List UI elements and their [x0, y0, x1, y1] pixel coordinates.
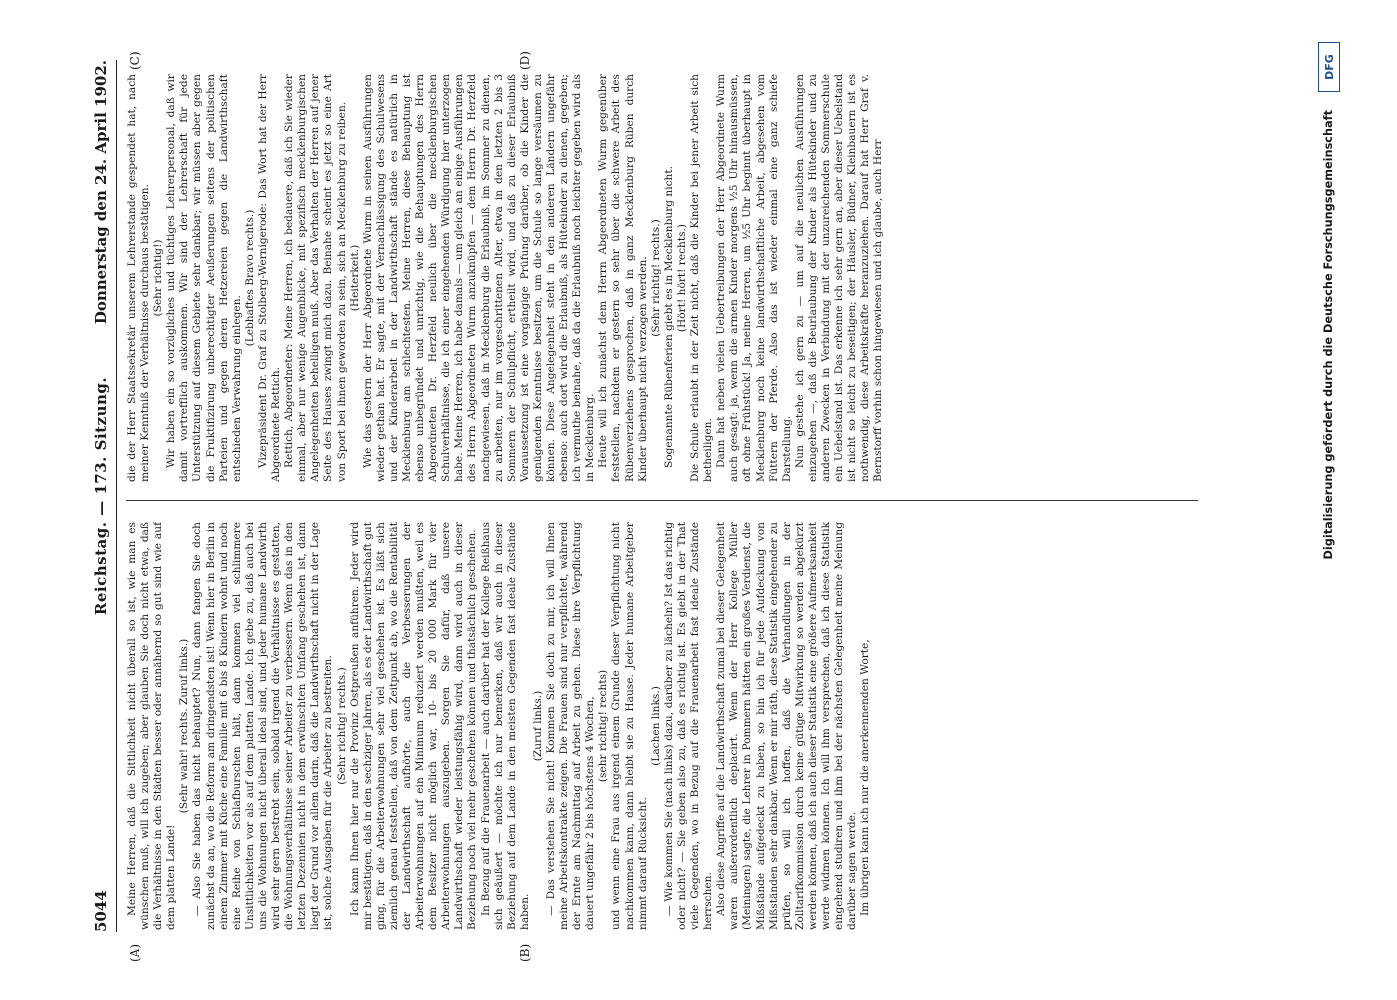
- newspaper-page: [48, 30, 1348, 970]
- stage-direction: (Hört! hört! rechts.): [675, 223, 688, 333]
- session-date: Donnerstag den 24. April 1902.: [92, 60, 110, 325]
- stage-direction: (Zuruf links.): [531, 690, 544, 762]
- stage-direction: (Sehr wahr! rechts. Zuruf links.): [178, 638, 191, 814]
- paragraph: — Wie kommen Sie (nach links) dazu, darüber zu lächeln? Ist das richtig oder nicht? — Sie geben also zu, daß es richtig ist. Es giebt in der That viele Gegenden, wo in Bezug auf die Frauenarbeit fast ideale Zustände herrschen.: [662, 522, 715, 930]
- margin-marker-b: (B): [518, 943, 532, 962]
- paragraph: die der Herr Staatssekretär unserem Lehrerstande gespendet hat, nach meiner Kenntniß der Verhältnisse durchaus bestätigen.: [126, 74, 152, 482]
- paragraph: Meine Herren, daß die Sittlichkeit nicht überall so ist, wie man es wünschen muß, will ich zugeben; aber glauben Sie doch nicht etwa, daß die Verhältnisse in den Städten besser oder annähernd so gut sind wie auf dem platten Lande!: [126, 522, 178, 930]
- digitization-credit-bar: [1316, 30, 1344, 970]
- page-header: [88, 60, 117, 932]
- paragraph: Dann hat neben vielen Uebertreibungen der Herr Abgeordnete Wurm auch gesagt: ja, wenn die armen Kinder morgens ½5 Uhr hinausmüssen, oft ohne Frühstück! Ja, meine Herren, um ½5 Uhr beginnt überhaupt in Mecklenburg noch keine landwirthschaftliche Arbeit, abgesehen vom Füttern der Pferde. Also das ist wieder einmal eine ganz schiefe Darstellung.: [715, 74, 793, 482]
- paragraph: Ich kann Ihnen hier nur die Provinz Ostpreußen anführen. Jeder wird mir bestätigen, daß in den sechziger Jahren, als es der Landwirthschaft gut ging, für die Arbeiterwohnungen sehr viel geschehen ist. Es läßt sich ziemlich genau feststellen, daß von dem Zeitpunkt ab, wo die Rentabilität der Landwirthschaft aufhörte, auch die Verbesserungen der Arbeiterwohnungen auf ein Minimum reduziert werden mußten, weil es dem Besitzer nicht möglich war, 10- bis 20 000 Mark für vier Arbeiterwohnungen auszugeben. Sorgen Sie dafür, daß unsere Landwirthschaft wieder leistungsfähig wird, dann wird auch in dieser Beziehung noch viel mehr geschehen können und thatsächlich geschehen.: [348, 522, 479, 930]
- stage-direction: (Lebhaftes Bravo rechts.): [243, 209, 256, 347]
- stage-direction: (Sehr richtig! rechts.): [649, 219, 662, 337]
- paragraph: — Das verstehen Sie nicht! Kommen Sie doch zu mir, ich will Ihnen meine Arbeitskontrakte zeigen. Die Frauen sind nur verpflichtet, während der Ernte am Nachmittag auf Arbeit zu gehen. Diese ihre Verpflichtung dauert ungefähr 2 bis höchstens 4 Wochen,: [545, 522, 597, 930]
- dfg-credit-text: Digitalisierung gefördert durch die Deutsche Forschungsgemeinschaft: [1322, 110, 1335, 560]
- paragraph: Wir haben ein so vorzügliches und tüchtiges Lehrerpersonal, daß wir damit vortrefflich auskommen. Wir sind der Lehrerschaft für jede Unterstützung auf diesem Gebiete sehr dankbar; wir müssen aber gegen die Fruktifizirung unberechtigter Aeußerungen seitens der politischen Parteien und gegen deren Hetzereien gegen die Landwirthschaft entschieden Verwahrung einlegen.: [165, 74, 243, 482]
- paragraph: — Also Sie haben das nicht behauptet? Nun, dann fangen Sie doch zunächst da an, wo die Reform am dringendsten ist! Wenn hier in Berlin in einem Zimmer mit Küche eine Familie mit 6 bis 8 Kindern wohnt und noch eine Reihe von Schlafburschen hält, dann kommen viel schlimmere Unsittlichkeiten vor als auf dem platten Lande. Ich gebe zu, daß auch bei uns die Wohnungen nicht überall ideal sind, und jeder humane Landwirth wird sehr gern bestrebt sein, sobald irgend die Verhältnisse es gestatten, die Wohnungsverhältnisse seiner Arbeiter zu verbessern. Wenn das in den letzten Dezennien nicht in dem erwünschten Umfang geschehen ist, dann liegt der Grund vor allem darin, daß die Landwirthschaft nicht in der Lage ist, solche Ausgaben für die Arbeiter zu bestreiten.: [191, 522, 335, 930]
- paragraph: Rettich, Abgeordneter: Meine Herren, ich bedauere, daß ich Sie wieder einmal, aber nur wenige Augenblicke, mit spezifisch mecklenburgischen Angelegenheiten behelligen muß. Aber das Verhalten der Herren auf jener Seite des Hauses zwingt mich dazu. Beinahe scheint es jetzt so eine Art von Sport bei ihnen geworden zu sein, sich an Mecklenburg zu reiben.: [283, 74, 348, 482]
- session-title: Reichstag. — 173. Sitzung.: [92, 376, 110, 616]
- right-text-column: [126, 74, 1198, 482]
- dfg-logo: DFG: [1318, 42, 1340, 92]
- stage-direction: (Lachen links.): [649, 686, 662, 766]
- margin-marker-d: (D): [518, 51, 532, 70]
- stage-direction: (sehr richtig! rechts): [597, 669, 610, 783]
- paragraph: Die Schule erlaubt in der Zeit nicht, daß die Kinder bei jener Arbeit sich betheiligen.: [689, 74, 715, 482]
- paragraph: Nun gestehe ich gern zu — um auf die neulichen Ausführungen einzugehen —, daß die Beurlaubung der Kinder als Hütekinder und zu anderen Zwecken in Verbindung mit der unzureichenden Sommerschule ein Uebelstand ist. Das erkenne ich sehr gern an, aber dieser Uebelstand ist nicht so leicht zu beseitigen; der Häusler, Büdner, Kleinbauern ist es nothwendig, diese Arbeitskräfte heranzuziehen. Darauf hat Herr Graf v. Bernstorff vorhin schon hingewiesen und ich glaube, auch Herr: [793, 74, 885, 482]
- margin-marker-a: (A): [128, 943, 142, 962]
- stage-direction: (Sehr richtig! rechts.): [335, 667, 348, 785]
- left-text-column: [126, 522, 1198, 930]
- paragraph: In Bezug auf die Frauenarbeit — auch darüber hat der Kollege Reißhaus sich geäußert — möchte ich nur bemerken, daß wir auch in dieser Beziehung auf dem Lande in den meisten Gegenden fast ideale Zustände haben.: [479, 522, 531, 930]
- paragraph: Also diese Angriffe auf die Landwirthschaft zumal bei dieser Gelegenheit waren außerordentlich deplacirt. Wenn der Herr Kollege Müller (Meiningen) sagte, die Lehrer in Pommern hätten ein großes Verdienst, die Mißstände aufgedeckt zu haben, so bin ich für jede Aufdeckung von Mißständen sehr dankbar. Wenn er mir räth, diese Statistik eingehender zu prüfen, so will ich hoffen, daß die Verhandlungen in der Zolltarifkommission durch keine gütige Mitwirkung so werden abgekürzt werden können, daß ich auch dieser Statistik eine größere Aufmerksamkeit werde widmen können. Ich will ihm versprechen, daß ich diese Statistik eingehend studiren und ihm bei der nächsten Gelegenheit meine Meinung darüber sagen werde.: [715, 522, 859, 930]
- margin-marker-c: (C): [128, 51, 142, 70]
- paragraph: Vizepräsident Dr. Graf zu Stolberg-Wernigerode: Das Wort hat der Herr Abgeordnete Rettich.: [256, 74, 283, 482]
- page-number: 5044: [92, 890, 110, 932]
- paragraph: Im übrigen kann ich nur die anerkennenden Worte,: [859, 639, 872, 916]
- paragraph: Heute will ich zunächst dem Herrn Abgeordneten Wurm gegenüber feststellen, nachdem er gestern so sehr über die schwere Arbeit des Rübenverziehens gesprochen, daß in ganz Mecklenburg Rüben durch Kinder überhaupt nicht verzogen werden.: [597, 74, 649, 482]
- paragraph: Wie das gestern der Herr Abgeordnete Wurm in seinen Ausführungen wieder gethan hat. Er sagte, mit der Vernachlässigung des Schulwesens und der Kinderarbeit in der Landwirthschaft stände es natürlich in Mecklenburg am schlechtesten. Meine Herren, diese Behauptung ist ebenso unbegründet und unrichtig, wie die Behauptungen des Herrn Abgeordneten Dr. Herzfeld neulich über die mecklenburgischen Schulverhältnisse, die ich einer eingehenden Würdigung hier unterzogen habe. Meine Herren, ich habe damals — um gleich an einige Ausführungen des Herrn Abgeordneten Wurm anzuknüpfen — dem Herrn Dr. Herzfeld nachgewiesen, daß in Mecklenburg die Erlaubniß, im Sommer zu dienen, zu arbeiten, nur im vorgeschrittenen Alter, etwa in den letzten 2 bis 3 Sommern der Schulpflicht, ertheilt wird, und daß zu dieser Erlaubniß Voraussetzung ist eine vorgängige Prüfung darüber, ob die Kinder die genügenden Kenntnisse besitzen, um die Schule so lange versäumen zu können. Diese Angelegenheit steht in den anderen Ländern ungefähr ebenso: auch dort wird die Erlaubniß, als Hütekinder zu dienen, gegeben; ich vermuthe beinahe, daß da die Erlaubniß noch leichter gegeben wird als in Mecklenburg.: [361, 74, 597, 482]
- paragraph: und wenn eine Frau aus irgend einem Grunde dieser Verpflichtung nicht nachkommen kann, dann bleibt sie zu Hause. Jeder humane Arbeitgeber nimmt darauf Rücksicht.: [610, 522, 649, 930]
- paragraph: Sogenannte Rübenferien giebt es in Mecklenburg nicht.: [662, 166, 675, 468]
- stage-direction: (Sehr richtig!): [152, 239, 165, 317]
- stage-direction: (Heiterkeit.): [348, 244, 361, 312]
- column-divider: [126, 500, 1198, 501]
